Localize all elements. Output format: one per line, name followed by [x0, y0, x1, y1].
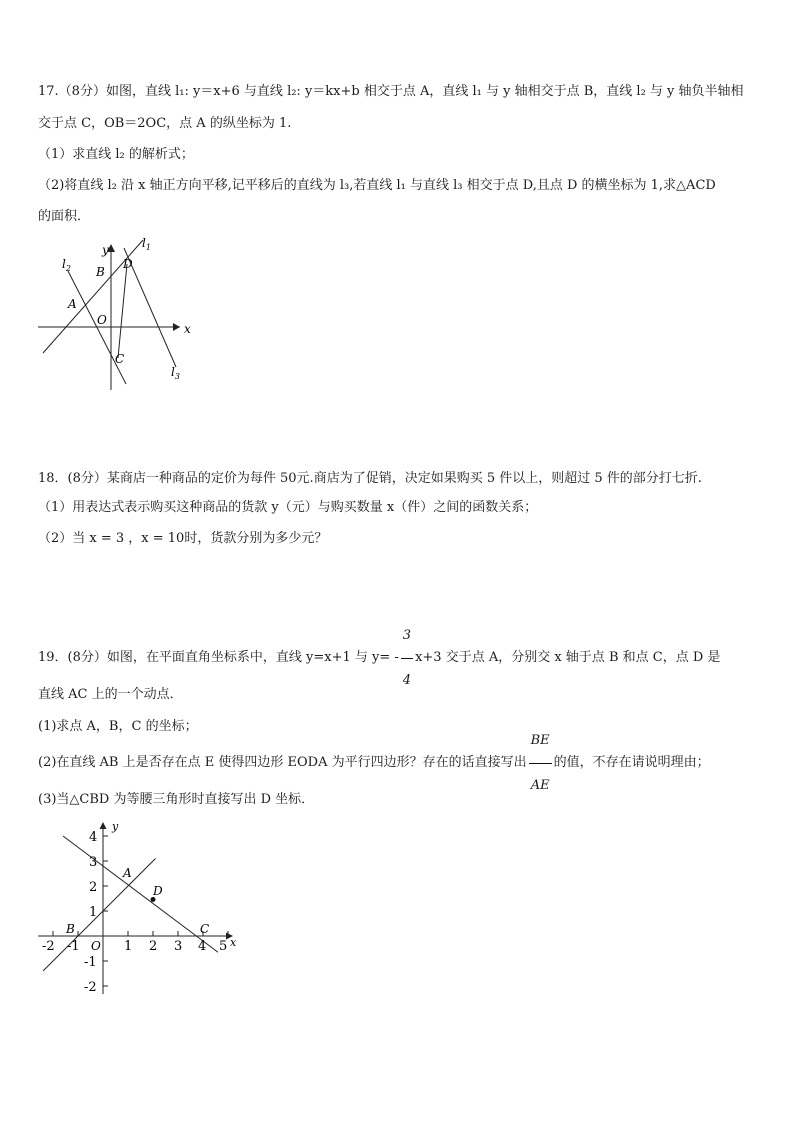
q19-stem-line2: 直线 AC 上的一个动点． [38, 687, 183, 702]
q19-y-tick-label: 1 [89, 905, 98, 920]
q19-label-o: O [91, 939, 101, 953]
q18-part1: （1）用表达式表示购买这种商品的货款 y（元）与购买数量 x（件）之间的函数关系； [38, 500, 538, 515]
q17-stem-line2: 交于点 C，OB＝2OC，点 A 的纵坐标为 1. [38, 116, 292, 131]
q17-x-arrow [173, 323, 180, 331]
q19-fraction-be: BE [530, 732, 550, 748]
q19-y-tick-label: 4 [89, 830, 98, 845]
q19-stem-line1 [38, 627, 721, 688]
q18-stem: 18．(8分）某商店一种商品的定价为每件 50元.商店为了促销，决定如果购买 5 件以上，则超过 5 件的部分打七折. [38, 471, 702, 486]
q19-part1: (1)求点 A，B，C 的坐标； [38, 719, 198, 734]
q19-part2-text-a: (2)在直线 AB 上是否存在点 E 使得四边形 EODA 为平行四边形？存在的话直接写出 [38, 755, 527, 770]
q19-line-ac [63, 836, 218, 952]
q19-y-tick-label: -1 [84, 955, 97, 970]
q17-part1: （1）求直线 l₂ 的解析式； [38, 147, 194, 162]
q17-stem-line1: 17.（8分）如图，直线 l₁: y＝x+6 与直线 l₂: y＝kx+b 相交于点 A，直线 l₁ 与 y 轴相交于点 B，直线 l₂ 与 y 轴负半轴相 [38, 84, 744, 99]
q19-part2 [38, 732, 710, 793]
q19-x-tick-label: 2 [149, 939, 158, 954]
q19-label-d: D [153, 884, 163, 898]
q19-y-tick-label: -2 [84, 980, 97, 995]
q19-label-b: B [66, 922, 75, 936]
q19-figure [30, 812, 250, 1002]
q19-x-tick-label: 1 [124, 939, 133, 954]
q19-x-tick-label: -1 [67, 939, 80, 954]
q17-label-b: B [96, 265, 105, 279]
q17-label-o: O [97, 313, 107, 327]
q19-x-tick-label: 5 [219, 939, 228, 954]
q17-label-x: x [184, 322, 191, 336]
q17-segment-cd [118, 264, 127, 358]
q17-label-l3: $l_3$ [171, 365, 180, 381]
q17-label-l2: $l_2$ [62, 257, 71, 273]
q19-x-tick-label: -2 [42, 939, 55, 954]
q19-y-arrow [100, 822, 107, 829]
q17-label-c: C [115, 352, 125, 366]
q19-fraction-be-ae [529, 719, 552, 808]
q17-part2-cont: 的面积． [38, 209, 91, 224]
q19-line-ab [43, 859, 156, 972]
q19-fraction-3-4 [401, 614, 413, 703]
q17-label-y: y [102, 243, 109, 257]
q17-label-d: D [123, 257, 133, 271]
q17-part2: （2)将直线 l₂ 沿 x 轴正方向平移,记平移后的直线为 l₃,若直线 l₁ 与直线 l₃ 相交于点 D,且点 D 的横坐标为 1,求△ACD [38, 178, 716, 193]
q19-fraction-ae: AE [529, 763, 552, 808]
q19-label-a: A [123, 866, 132, 880]
q17-label-a: A [68, 297, 77, 311]
q19-part3: (3)当△CBD 为等腰三角形时直接写出 D 坐标． [38, 792, 315, 807]
q18-part2: （2）当 x = 3 ，x = 10时，货款分别为多少元？ [38, 531, 328, 546]
q19-x-tick-label: 3 [174, 939, 183, 954]
q19-label-c: C [200, 922, 210, 936]
q19-fraction-denominator: 4 [401, 658, 413, 703]
q19-label-y: y [112, 820, 119, 833]
q19-y-tick-marks [103, 836, 108, 986]
q19-fraction-numerator: 3 [402, 627, 412, 643]
q19-stem-text-b: x+3 交于点 A，分别交 x 轴于点 B 和点 C，点 D 是 [415, 650, 721, 665]
q17-label-l1: $l_1$ [142, 236, 151, 252]
q19-y-tick-label: 3 [89, 855, 98, 870]
q19-label-x: x [230, 936, 237, 949]
q19-part2-text-b: 的值，不存在请说明理由； [553, 755, 710, 770]
q19-stem-text-a: 19．(8分）如图，在平面直角坐标系中，直线 y=x+1 与 y= - [38, 650, 399, 665]
q19-y-tick-label: 2 [89, 880, 98, 895]
q17-figure [30, 230, 200, 390]
q19-x-tick-label: 4 [198, 939, 207, 954]
